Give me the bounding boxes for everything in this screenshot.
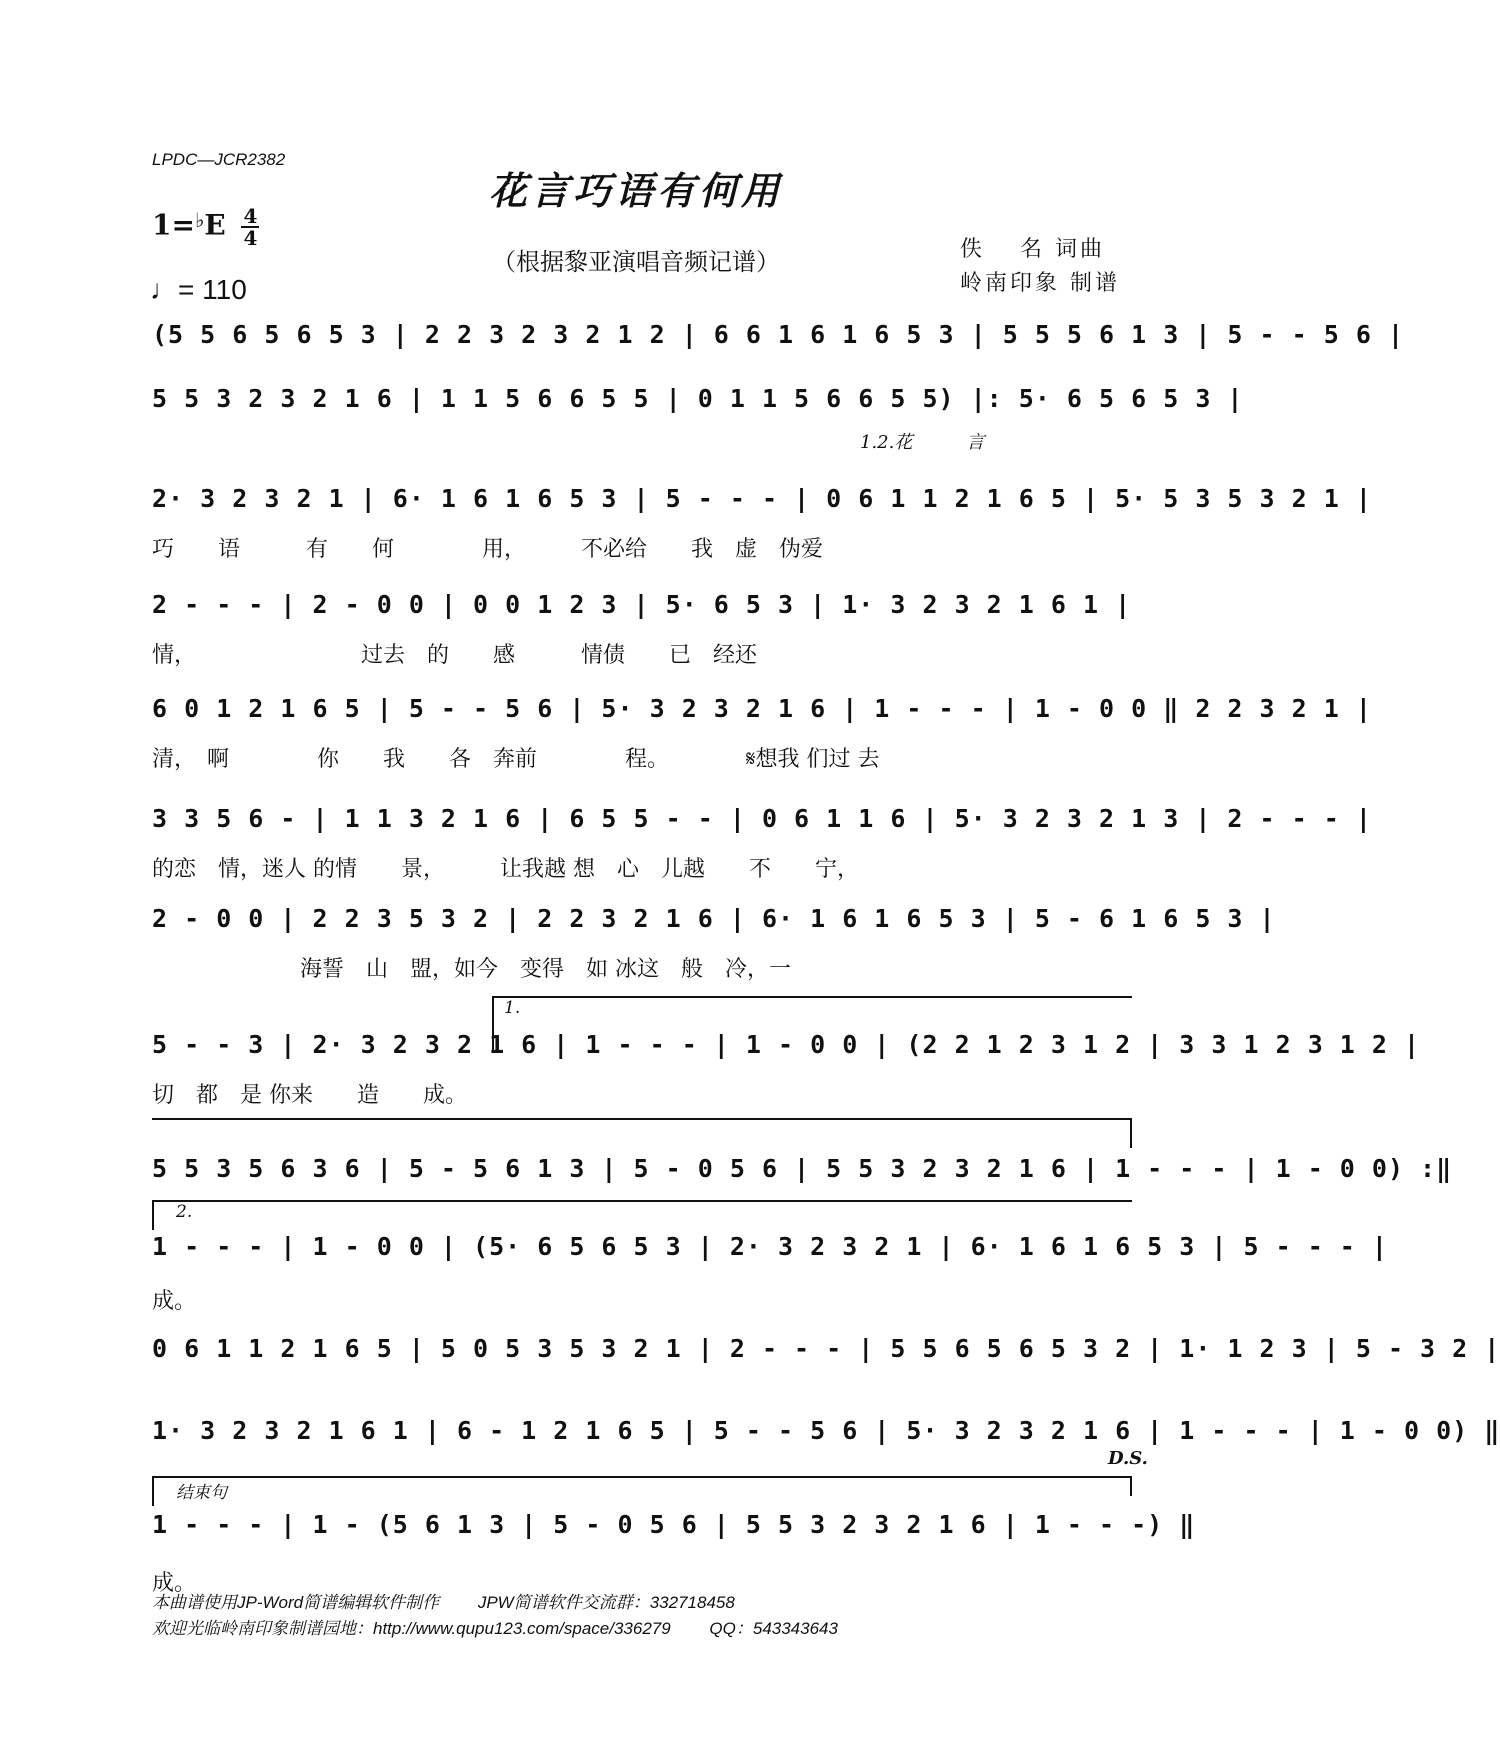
score-line-3: 2· 3 2 3 2 1 | 6· 1 6 1 6 5 3 | 5 - - - | 0 6 1 1 2 1 6 5 | 5· 5 3 5 3 2 1 | (152, 484, 1372, 513)
lyric-line-10: 成。 (152, 1289, 197, 1314)
score-line-2: 5 5 3 2 3 2 1 6 | 1 1 5 6 6 5 5 | 0 1 1 5 6 6 5 5) |: 5· 6 5 6 5 3 | (152, 384, 1244, 413)
footer-line-2: 欢迎光临岭南印象制谱园地：http://www.qupu123.com/space/336279 QQ：543343643 (152, 1619, 838, 1638)
volta-1-end (1130, 1118, 1132, 1148)
score-line-1: (5 5 6 5 6 5 3 | 2 2 3 2 3 2 1 2 | 6 6 1 6 1 6 5 3 | 5 5 5 6 1 3 | 5 - - 5 6 | (152, 320, 1404, 349)
lyric-line-3: 巧 语 有 何 用， 不必给 我 虚 伪爱 (152, 537, 824, 562)
da-segno-marking: D.S. (1108, 1448, 1148, 1469)
ending-bracket (152, 1476, 1132, 1478)
time-bottom: 4 (243, 226, 258, 250)
volta-1-bracket (492, 996, 1132, 998)
score-line-6: 3 3 5 6 - | 1 1 3 2 1 6 | 6 5 5 - - | 0 6 1 1 6 | 5· 3 2 3 2 1 3 | 2 - - - | (152, 804, 1372, 833)
song-title: 花言巧语有何用 (488, 168, 783, 213)
score-line-13: 1 - - - | 1 - (5 6 1 3 | 5 - 0 5 6 | 5 5 3 2 3 2 1 6 | 1 - - -) ‖ (152, 1510, 1196, 1539)
lyric-line-4: 情， 过去 的 感 情债 已 经还 (152, 643, 758, 668)
score-line-12: 1· 3 2 3 2 1 6 1 | 6 - 1 2 1 6 5 | 5 - - 5 6 | 5· 3 2 3 2 1 6 | 1 - - - | 1 - 0 0) ‖ (152, 1416, 1500, 1445)
lyric-line-7: 海誓 山 盟，如今 变得 如 冰这 般 冷，一 (300, 957, 791, 982)
song-subtitle: （根据黎亚演唱音频记谱） (492, 248, 780, 276)
footer-line-1: 本曲谱使用JP-Word简谱编辑软件制作 JPW简谱软件交流群：332718458 (152, 1593, 735, 1612)
lyric-line-6: 的恋 情，迷人 的情 景， 让我越 想 心 儿越 不 宁， (152, 857, 859, 882)
ending-label: 结束句 (176, 1483, 227, 1503)
score-line-5: 6 0 1 2 1 6 5 | 5 - - 5 6 | 5· 3 2 3 2 1 6 | 1 - - - | 1 - 0 0 ‖ 2 2 3 2 1 | (152, 694, 1372, 723)
lyric-line-5: 清， 啊 你 我 各 奔前 程。 𝄋想我 们过 去 (152, 747, 880, 772)
score-line-10: 1 - - - | 1 - 0 0 | (5· 6 5 6 5 3 | 2· 3 2 3 2 1 | 6· 1 6 1 6 5 3 | 5 - - - | (152, 1232, 1388, 1261)
time-signature (241, 206, 259, 248)
lyric-line-13: 成。 (152, 1571, 197, 1596)
key-signature (152, 206, 259, 248)
key-prefix: 1= (152, 208, 195, 242)
score-line-8: 5 - - 3 | 2· 3 2 3 2 1 6 | 1 - - - | 1 - 0 0 | (2 2 1 2 3 1 2 | 3 3 1 2 3 1 2 | (152, 1030, 1421, 1059)
score-code: LPDC—JCR2382 (152, 150, 286, 169)
volta-2-label: 2. (176, 1202, 193, 1222)
tempo-marking: ♩= 110 (150, 274, 247, 305)
volta-1-label: 1. (504, 998, 521, 1018)
score-line-11: 0 6 1 1 2 1 6 5 | 5 0 5 3 5 3 2 1 | 2 - - - | 5 5 6 5 6 5 3 2 | 1· 1 2 3 | 5 - 3 2 | (152, 1334, 1500, 1363)
credit-lyrics: 佚 名 词曲 (960, 237, 1105, 262)
volta-2-bracket (152, 1200, 1132, 1202)
time-top: 4 (243, 204, 258, 228)
score-line-7: 2 - 0 0 | 2 2 3 5 3 2 | 2 2 3 2 1 6 | 6· 1 6 1 6 5 3 | 5 - 6 1 6 5 3 | (152, 904, 1276, 933)
ending-bracket-left (152, 1476, 154, 1506)
score-line-9: 5 5 3 5 6 3 6 | 5 - 5 6 1 3 | 5 - 0 5 6 | 5 5 3 2 3 2 1 6 | 1 - - - | 1 - 0 0) :‖ (152, 1154, 1453, 1183)
key-letter: E (204, 208, 226, 242)
flat-sign: ♭ (194, 207, 205, 232)
lyric-line-8: 切 都 是 你来 造 成。 (152, 1083, 467, 1108)
lyric-line-2: 1.2.花 言 (860, 432, 985, 453)
score-line-4: 2 - - - | 2 - 0 0 | 0 0 1 2 3 | 5· 6 5 3 | 1· 3 2 3 2 1 6 1 | (152, 590, 1132, 619)
ending-bracket-right (1130, 1476, 1132, 1496)
volta-2-bracket-left (152, 1200, 154, 1230)
credit-arranger: 岭南印象 制谱 (960, 271, 1120, 296)
volta-1-continuation (152, 1118, 1132, 1120)
